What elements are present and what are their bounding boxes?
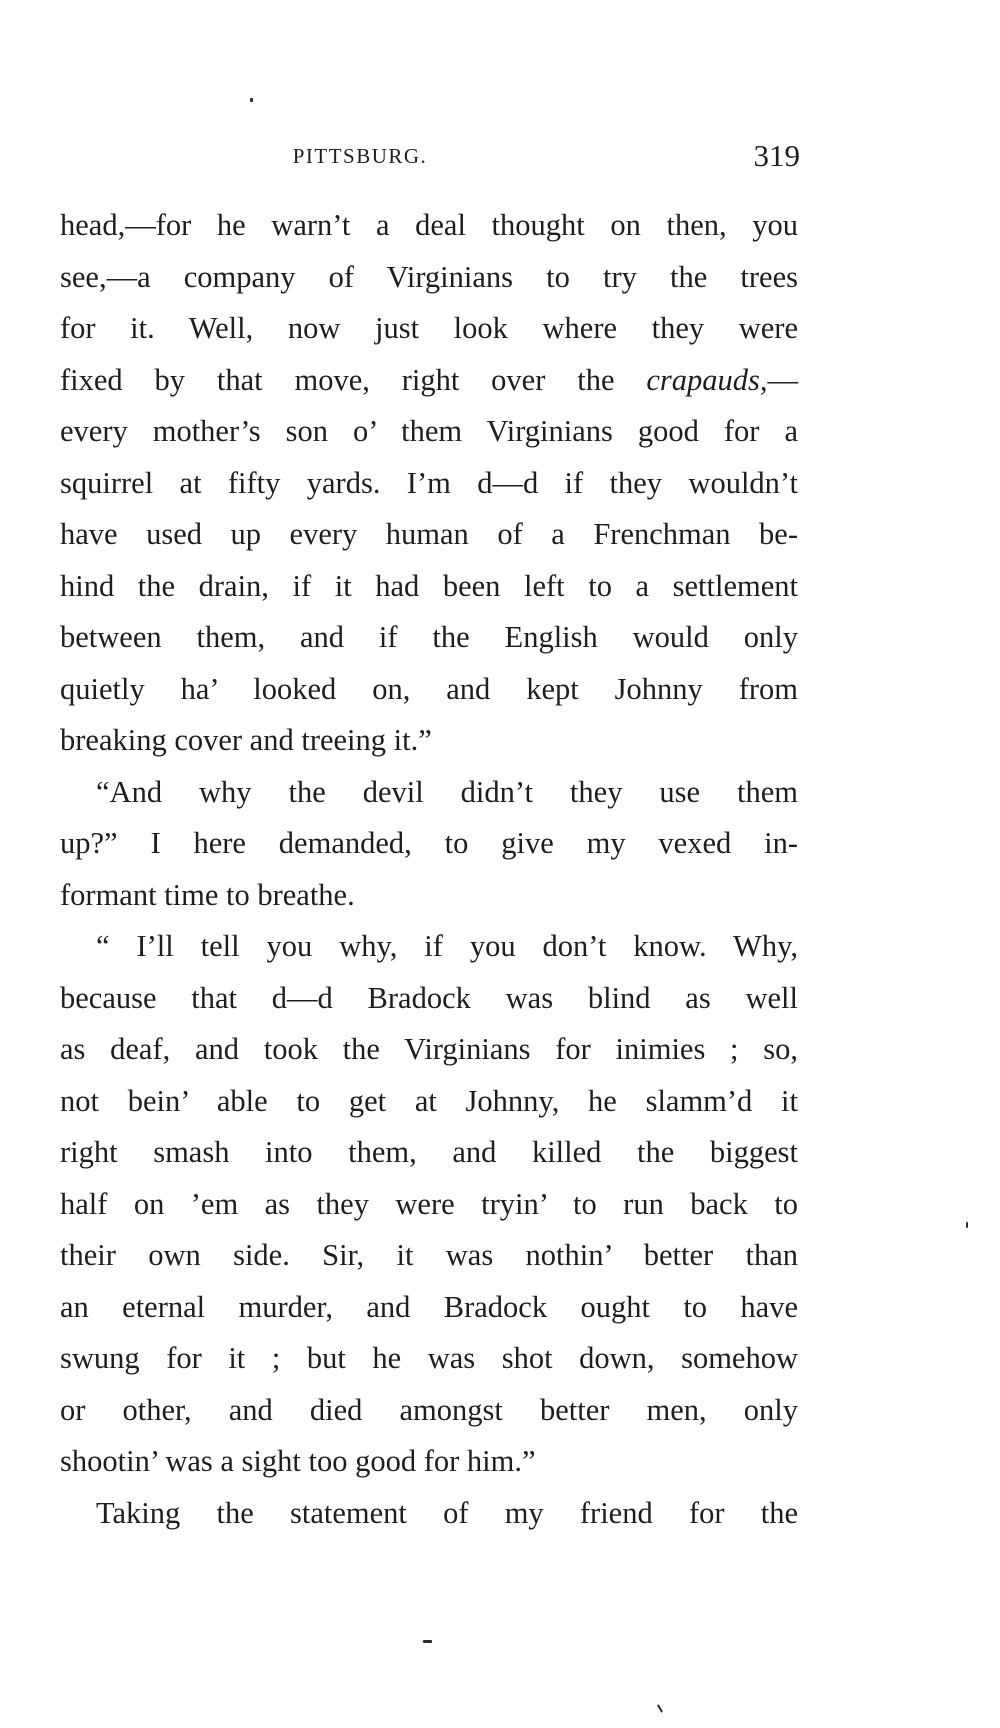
text-line: have used up every human of a Frenchman be- bbox=[60, 517, 798, 551]
page-number: 319 bbox=[753, 138, 800, 173]
body-text bbox=[60, 200, 798, 1539]
print-speck bbox=[423, 1640, 432, 1643]
print-speck bbox=[966, 1222, 968, 1228]
text-line: for it. Well, now just look where they were bbox=[60, 311, 798, 345]
text-fragment: — bbox=[767, 362, 798, 397]
text-line: swung for it ; but he was shot down, somehow bbox=[60, 1341, 798, 1375]
italic-word: crapauds, bbox=[646, 362, 768, 397]
text-fragment: fixed by that move, right over the bbox=[60, 362, 647, 397]
text-line: quietly ha’ looked on, and kept Johnny from bbox=[60, 671, 798, 706]
text-line: “And why the devil didn’t they use them bbox=[96, 774, 798, 809]
text-line: Taking the statement of my friend for the bbox=[96, 1495, 798, 1530]
text-line: or other, and died amongst better men, only bbox=[60, 1392, 798, 1427]
print-speck bbox=[250, 98, 253, 102]
text-line: an eternal murder, and Bradock ought to have bbox=[60, 1289, 798, 1324]
text-line: as deaf, and took the Virginians for inimies ; so, bbox=[60, 1032, 798, 1066]
text-line bbox=[60, 355, 798, 407]
text-line: between them, and if the English would only bbox=[60, 620, 798, 654]
text-line: their own side. Sir, it was nothin’ better than bbox=[60, 1238, 798, 1272]
print-speck bbox=[657, 1704, 663, 1713]
text-line: formant time to breathe. bbox=[60, 877, 355, 912]
text-line: because that d—d Bradock was blind as well bbox=[60, 980, 798, 1015]
text-line: every mother’s son o’ them Virginians good for a bbox=[60, 414, 798, 448]
text-line: shootin’ was a sight too good for him.” bbox=[60, 1444, 536, 1478]
text-line: see,—a company of Virginians to try the trees bbox=[60, 259, 798, 294]
text-line: half on ’em as they were tryin’ to run back to bbox=[60, 1186, 798, 1221]
text-line: hind the drain, if it had been left to a settlement bbox=[60, 568, 798, 603]
text-line: head,—for he warn’t a deal thought on then, you bbox=[60, 208, 798, 242]
running-title: PITTSBURG. bbox=[292, 144, 428, 168]
text-line: squirrel at fifty yards. I’m d—d if they wouldn’t bbox=[60, 465, 798, 500]
text-line: not bein’ able to get at Johnny, he slamm’d it bbox=[60, 1083, 798, 1118]
text-line: breaking cover and treeing it.” bbox=[60, 723, 432, 757]
text-line: “ I’ll tell you why, if you don’t know. Why, bbox=[96, 929, 798, 963]
text-line: up?” I here demanded, to give my vexed in- bbox=[60, 826, 798, 860]
running-head bbox=[60, 138, 800, 178]
text-line: right smash into them, and killed the biggest bbox=[60, 1135, 798, 1169]
